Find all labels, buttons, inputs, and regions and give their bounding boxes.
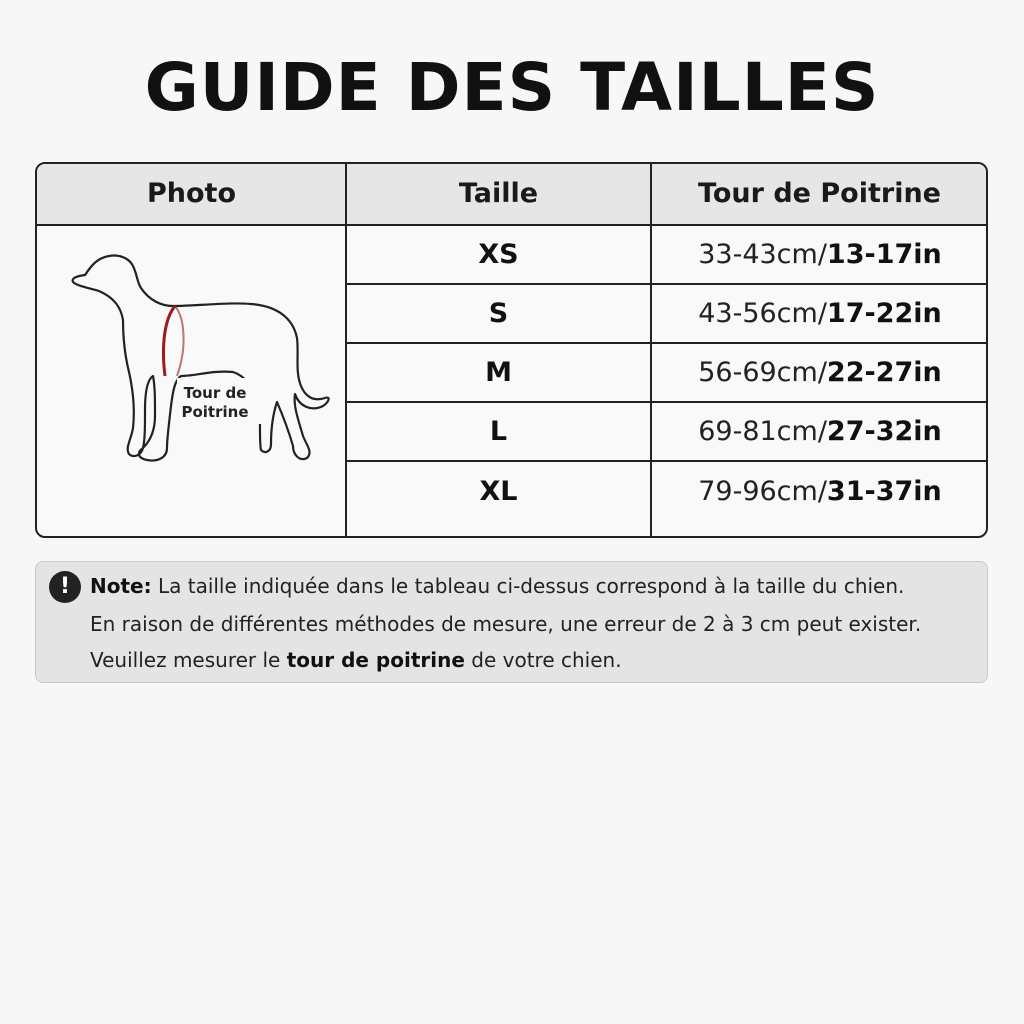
- chest-value: 56-69cm/22-27in: [698, 357, 942, 388]
- header-size: Taille: [458, 178, 539, 209]
- header-photo: Photo: [146, 178, 236, 209]
- page-title: GUIDE DES TAILLES: [144, 49, 880, 126]
- table-header-row: [37, 164, 986, 226]
- size-table: [35, 162, 988, 538]
- chest-value: 69-81cm/27-32in: [698, 416, 942, 447]
- note-label: Note:: [90, 574, 152, 598]
- size-value: L: [489, 416, 508, 447]
- chest-label-line2: Poitrine: [181, 403, 249, 421]
- table-row: [347, 403, 988, 462]
- table-row: [347, 462, 988, 537]
- note-line-3: Veuillez mesurer le tour de poitrine de votre chien.: [90, 648, 622, 672]
- photo-cell: [37, 226, 345, 538]
- chest-value: 33-43cm/13-17in: [698, 239, 942, 270]
- note-line-1: Note: La taille indiquée dans le tableau ci-dessus correspond à la taille du chien.: [90, 574, 905, 598]
- chest-value: 79-96cm/31-37in: [698, 476, 942, 507]
- table-row: [347, 285, 988, 344]
- table-row: [347, 226, 988, 285]
- table-row: [347, 344, 988, 403]
- chest-value: 43-56cm/17-22in: [698, 298, 942, 329]
- header-chest: Tour de Poitrine: [698, 178, 941, 209]
- dog-outline-icon: [37, 226, 345, 538]
- chest-measure-strap: [163, 306, 175, 376]
- exclamation-icon: !: [49, 571, 81, 603]
- note-line-2: En raison de différentes méthodes de mesure, une erreur de 2 à 3 cm peut exister.: [90, 612, 922, 636]
- size-value: M: [485, 357, 512, 388]
- size-value: XS: [478, 239, 519, 270]
- size-value: XL: [479, 476, 518, 507]
- size-rows: [347, 226, 988, 537]
- note-box: [35, 561, 988, 683]
- chest-label-line1: Tour de: [183, 384, 247, 402]
- size-value: S: [488, 298, 509, 329]
